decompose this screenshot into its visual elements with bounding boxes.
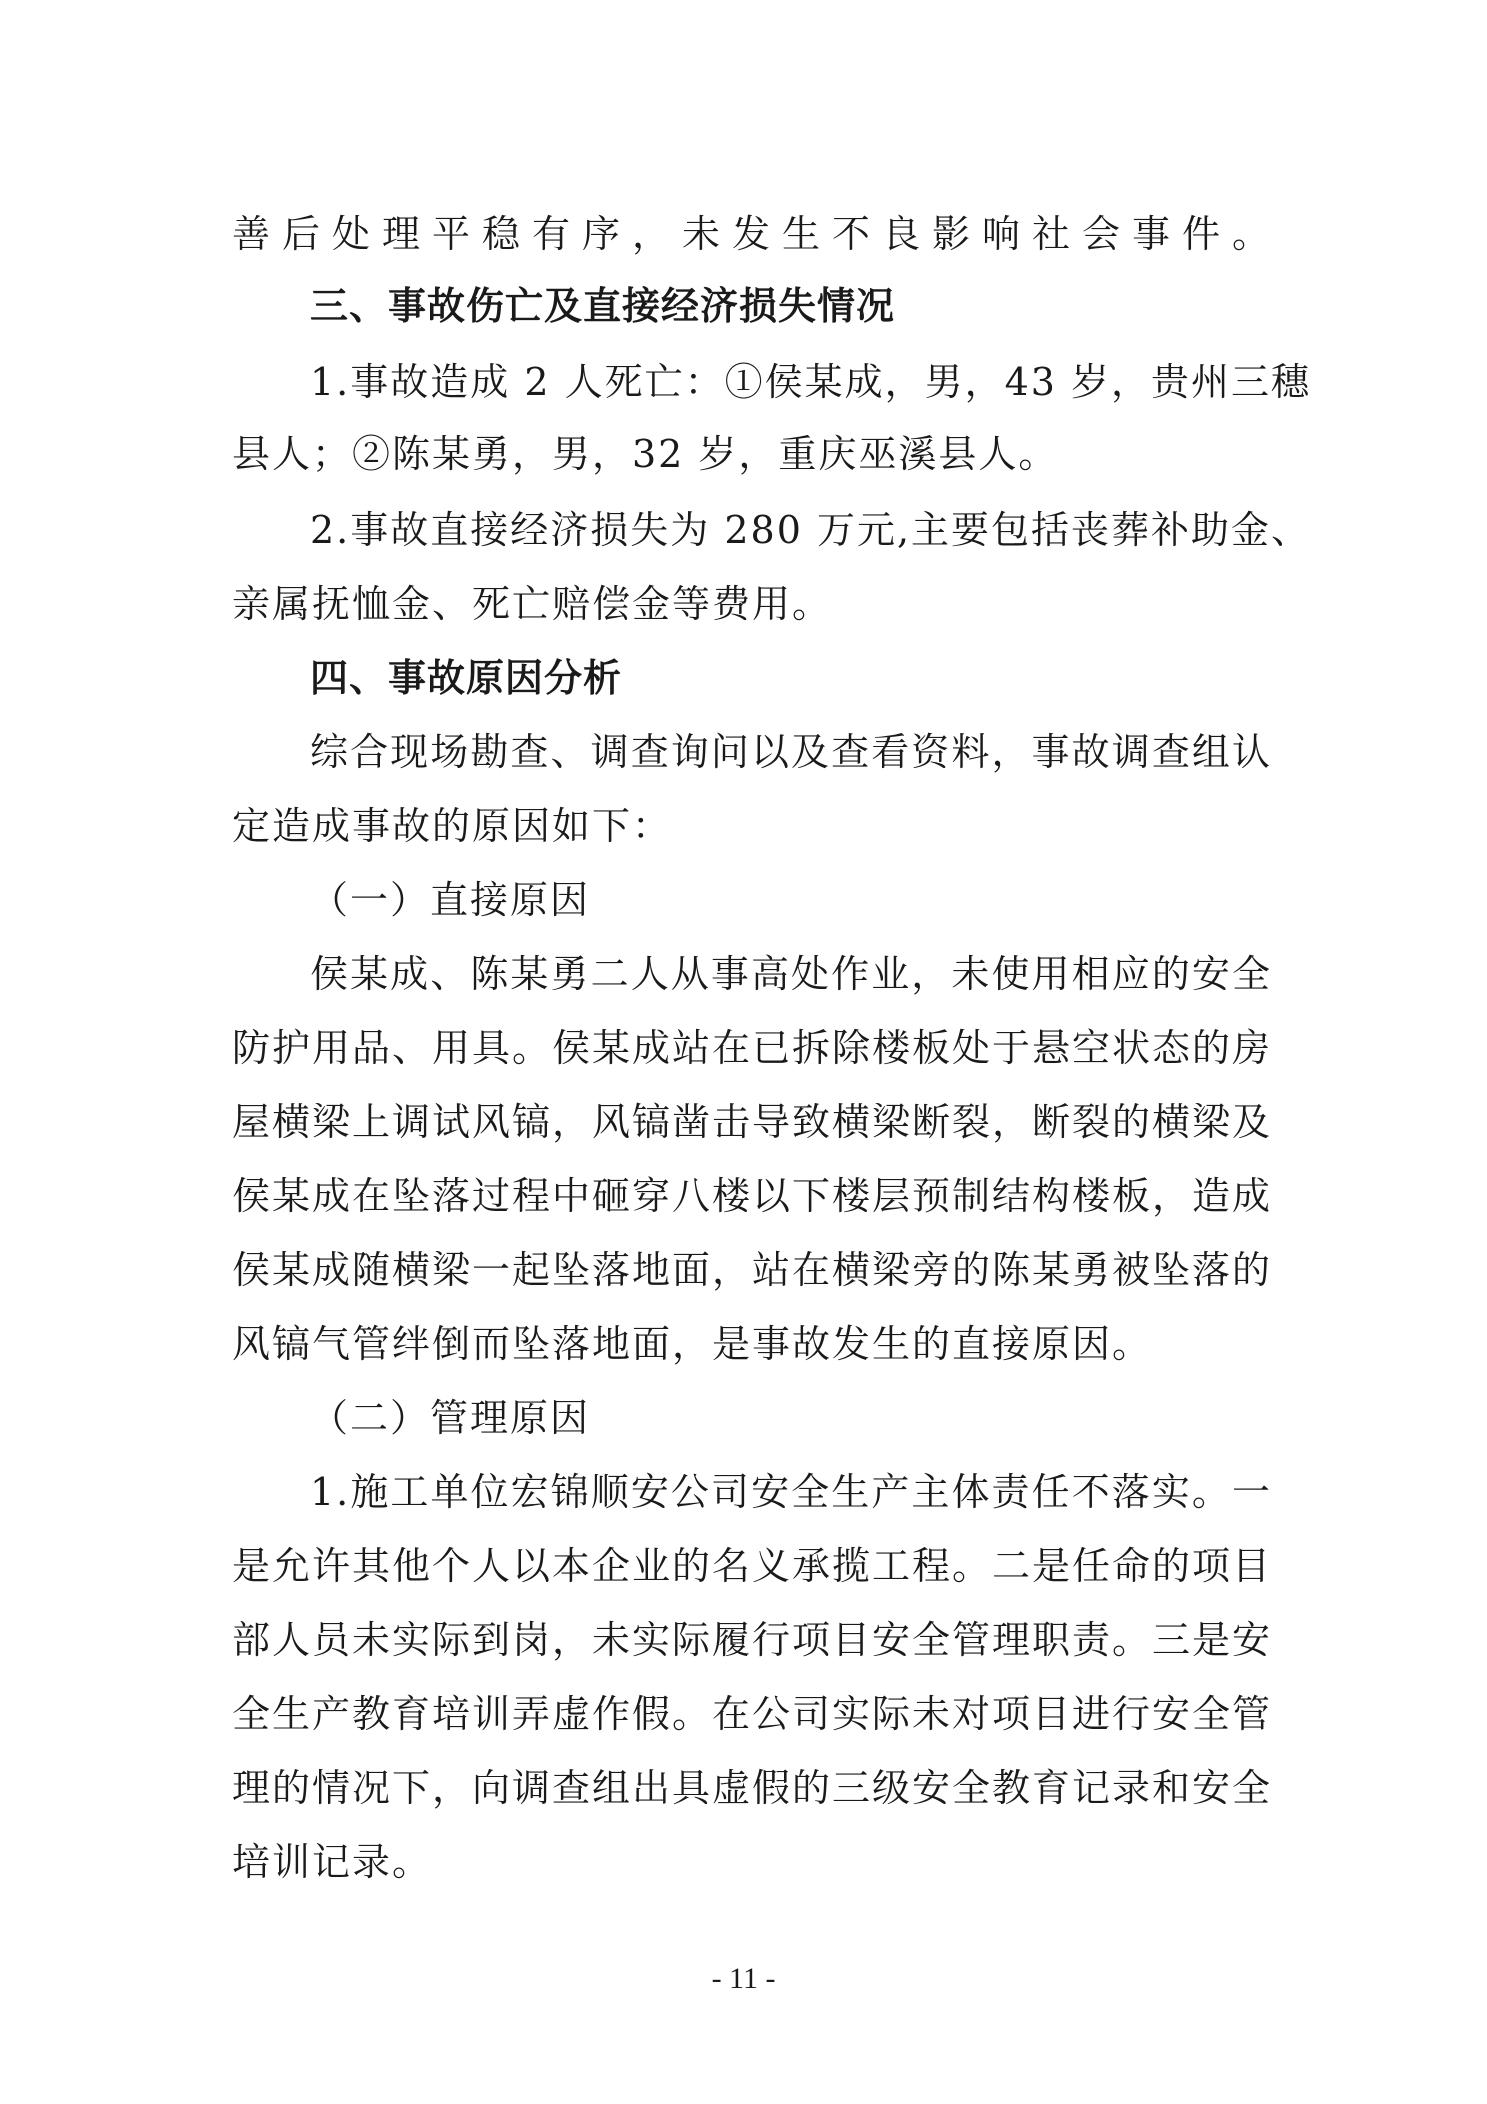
paragraph-line: 部人员未实际到岗，未实际履行项目安全管理职责。三是安 [232,1618,1273,1662]
paragraph-line: 2.事故直接经济损失为 280 万元,主要包括丧葬补助金、 [310,508,1312,552]
paragraph-line: 侯某成、陈某勇二人从事高处作业，未使用相应的安全 [310,952,1272,996]
page-number: - 11 - [711,1962,776,1995]
paragraph-line: 培训记录。 [232,1840,433,1884]
paragraph-line: 善后处理平稳有序，未发生不良影响社会事件。 [232,212,1272,256]
section-heading: 三、事故伤亡及直接经济损失情况 [310,284,896,328]
paragraph-line: 1.事故造成 2 人死亡：①侯某成，男，43 岁，贵州三穗 [310,360,1312,404]
paragraph-line: 风镐气管绊倒而坠落地面，是事故发生的直接原因。 [232,1322,1153,1366]
paragraph-line: 县人；②陈某勇，男，32 岁，重庆巫溪县人。 [232,432,1059,476]
paragraph-line: 是允许其他个人以本企业的名义承揽工程。二是任命的项目 [232,1544,1273,1588]
paragraph-line: 1.施工单位宏锦顺安公司安全生产主体责任不落实。一 [310,1470,1272,1514]
subsection-heading: （二）管理原因 [310,1396,591,1440]
section-heading: 四、事故原因分析 [310,656,623,700]
paragraph-line: 定造成事故的原因如下： [232,804,673,848]
paragraph-line: 防护用品、用具。侯某成站在已拆除楼板处于悬空状态的房 [232,1026,1273,1070]
subsection-heading: （一）直接原因 [310,878,591,922]
paragraph-line: 屋横梁上调试风镐，风镐凿击导致横梁断裂，断裂的横梁及 [232,1100,1273,1144]
paragraph-line: 亲属抚恤金、死亡赔偿金等费用。 [232,582,833,626]
paragraph-line: 全生产教育培训弄虚作假。在公司实际未对项目进行安全管 [232,1692,1273,1736]
paragraph-line: 理的情况下，向调查组出具虚假的三级安全教育记录和安全 [232,1766,1273,1810]
paragraph-line: 侯某成在坠落过程中砸穿八楼以下楼层预制结构楼板，造成 [232,1174,1273,1218]
paragraph-line: 侯某成随横梁一起坠落地面，站在横梁旁的陈某勇被坠落的 [232,1248,1273,1292]
paragraph-line: 综合现场勘查、调查询问以及查看资料，事故调查组认 [310,730,1272,774]
